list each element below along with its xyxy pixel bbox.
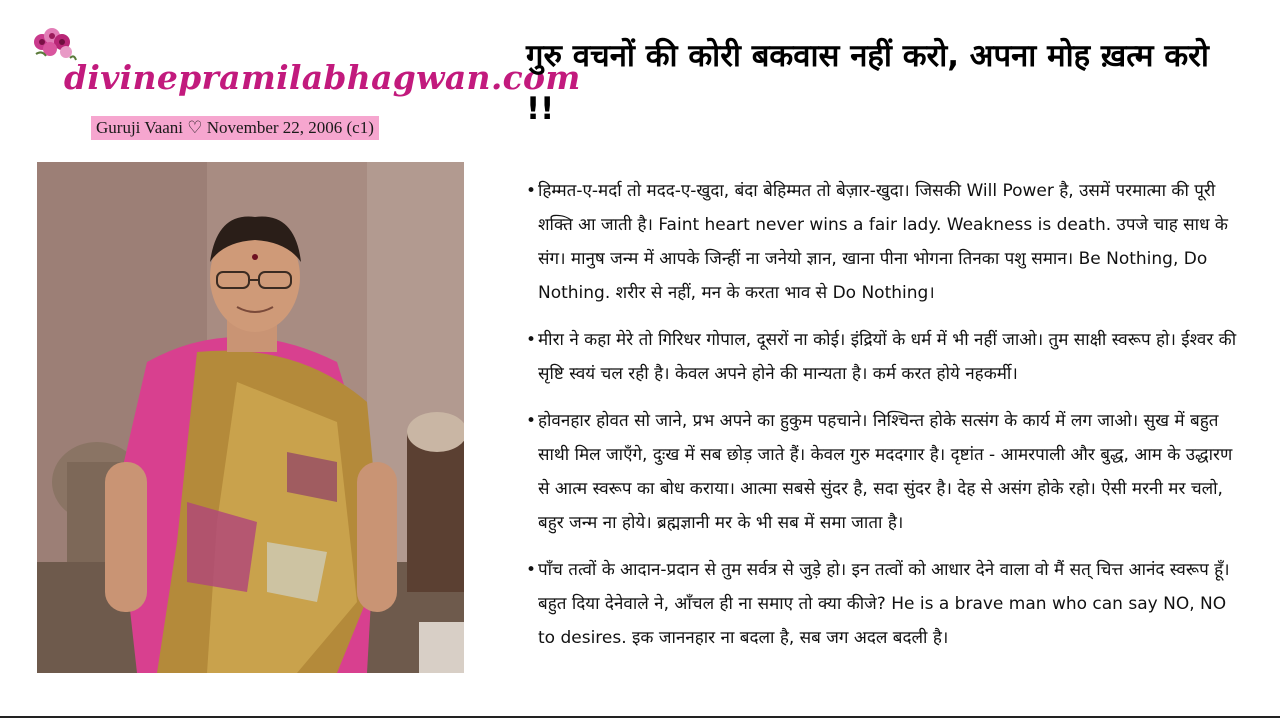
page-title: गुरु वचनों की कोरी बकवास नहीं करो, अपना मोह ख़त्म करो !!	[526, 38, 1209, 127]
list-item	[526, 404, 1248, 540]
bullet-marker: •	[526, 560, 537, 580]
bullet-marker: •	[526, 181, 537, 201]
list-item	[526, 174, 1248, 310]
list-item-text: मीरा ने कहा मेरे तो गिरिधर गोपाल, दूसरों ना कोई। इंद्रियों के धर्म में भी नहीं जाओ। तुम साक्षी स्वरूप हो। ईश्वर की सृष्टि स्वयं चल रही है। केवल अपने होने की मान्यता है। कर्म करत होये नहकर्मी।	[538, 330, 1237, 384]
list-item	[526, 323, 1248, 391]
list-item	[526, 553, 1248, 655]
portrait-photo	[37, 162, 464, 673]
teaching-points-list	[526, 174, 1248, 668]
bottom-divider	[0, 716, 1280, 718]
bullet-marker: •	[526, 330, 537, 350]
date-badge: Guruji Vaani ♡ November 22, 2006 (c1)	[91, 116, 379, 140]
list-item-text: हिम्मत-ए-मर्दा तो मदद-ए-खुदा, बंदा बेहिम्मत तो बेज़ार-खुदा। जिसकी Will Power है, उसमें परमात्मा की पूरी शक्ति आ जाती है। Faint heart never wins a fair lady. Weakness is death. उपजे चाह साध के संग। मानुष जन्म में आपके जिन्हीं ना जनेयो ज्ञान, खाना पीना भोगना तिनका पशु समान। Be Nothing, Do Nothing. शरीर से नहीं, मन के करता भाव से Do Nothing।	[538, 181, 1228, 303]
site-name-link[interactable]: divinepramilabhagwan.com	[64, 58, 581, 97]
list-item-text: पाँच तत्वों के आदान-प्रदान से तुम सर्वत्र से जुड़े हो। इन तत्वों को आधार देने वाला वो मैं सत् चित्त आनंद स्वरूप हूँ। बहुत दिया देनेवाले ने, आँचल ही ना समाए तो क्या कीजे? He is a brave man who can say NO, NO to desires. इक जाननहार ना बदला है, सब जग अदल बदली है।	[538, 560, 1230, 648]
list-item-text: होवनहार होवत सो जाने, प्रभ अपने का हुकुम पहचाने। निश्चिन्त होके सत्संग के कार्य में लग जाओ। सुख में बहुत साथी मिल जाएँगे, दुःख में सब छोड़ जाते हैं। केवल गुरु मददगार है। दृष्टांत - आमरपाली और बुद्ध, आम के उद्धारण से आत्म स्वरूप का बोध कराया। आत्मा सबसे सुंदर है, सदा सुंदर है। देह से असंग होके रहो। ऐसी मरनी मर चलो, बहुर जन्म ना होये। ब्रह्मज्ञानी मर के भी सब में समा जाता है।	[538, 411, 1233, 533]
bullet-marker: •	[526, 411, 537, 431]
